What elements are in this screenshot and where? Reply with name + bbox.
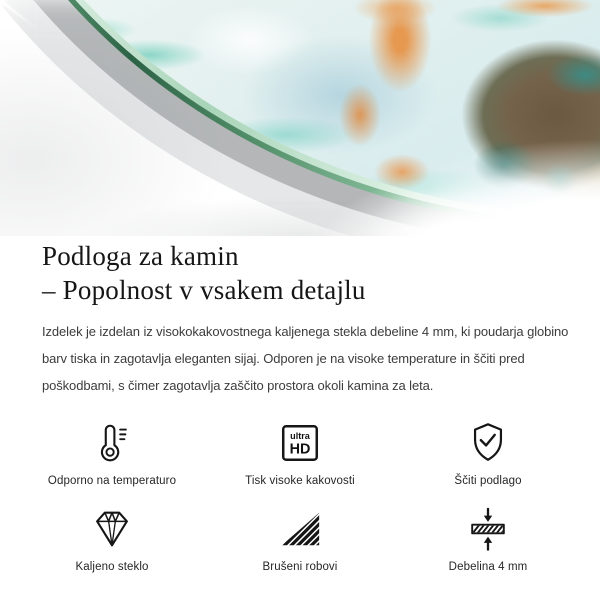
page-title: [42, 236, 558, 307]
thermometer-icon: [89, 419, 135, 467]
diamond-icon: [89, 505, 135, 553]
ultra-hd-icon: [277, 419, 323, 467]
thickness-icon: [465, 505, 511, 553]
feature-label: Odporno na temperaturo: [47, 475, 177, 487]
feature-grid: [0, 419, 600, 573]
feature-label: Ščiti podlago: [454, 475, 522, 487]
photo-white-fade: [0, 0, 600, 236]
feature-label: Kaljeno steklo: [75, 561, 149, 573]
feature-protects-surface: [394, 419, 582, 487]
feature-tempered-glass: [18, 505, 206, 573]
feature-label: Debelina 4 mm: [448, 561, 528, 573]
page-title-line2: – Popolnost v vsakem detajlu: [42, 275, 366, 305]
feature-temperature-resistant: [18, 419, 206, 487]
brushed-edges-icon: [277, 505, 323, 553]
ultra-hd-icon-text-bottom: HD: [289, 441, 311, 458]
page-title-line1: Podloga za kamin: [42, 241, 239, 271]
feature-brushed-edges: [206, 505, 394, 573]
feature-label: Tisk visoke kakovosti: [245, 475, 355, 487]
ultra-hd-icon-text-top: ultra: [290, 431, 310, 442]
shield-check-icon: [465, 419, 511, 467]
product-description-section: [0, 236, 600, 399]
feature-label: Brušeni robovi: [262, 561, 338, 573]
feature-thickness: [394, 505, 582, 573]
product-photo: [0, 0, 600, 236]
feature-print-quality: [206, 419, 394, 487]
product-description-text: Izdelek je izdelan iz visokokakovostnega kaljenega stekla debeline 4 mm, ki poudarja globino barv tiska in zagotavlja eleganten sijaj. Odporen je na visoke temperature in ščiti pred poškodbami, s čimer zagotavlja zaščito prostora okoli kamina za leta.: [42, 324, 569, 393]
